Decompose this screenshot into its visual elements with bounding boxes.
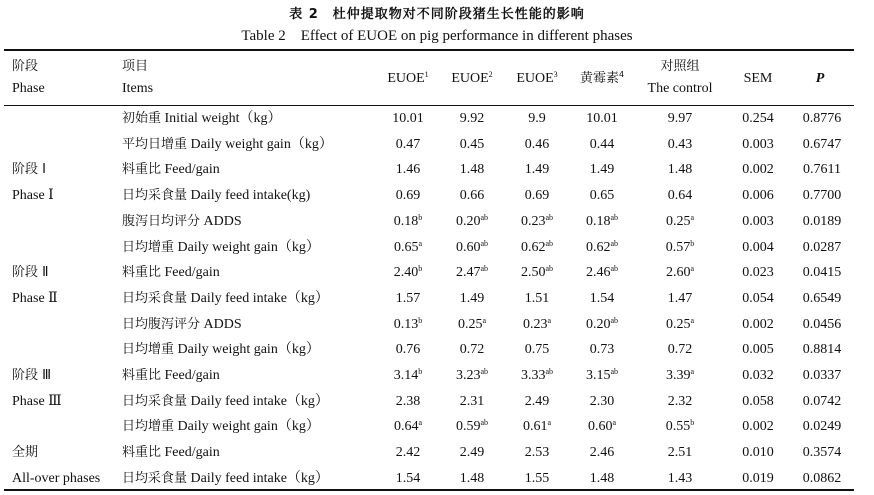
cell-number: 2.50	[520, 265, 546, 281]
table-cell-value	[507, 110, 567, 128]
table-cell-value	[571, 470, 633, 488]
cell-number: 0.75	[524, 342, 550, 358]
table-cell-value	[571, 444, 633, 462]
table-title-english: Table 2 Effect of EUOE on pig performance in different phases	[241, 28, 633, 44]
significance-letter: b	[690, 238, 695, 248]
table-cell-p: 0.0742	[802, 393, 842, 409]
table-cell-value	[442, 187, 502, 205]
cell-number: 1.48	[459, 162, 485, 178]
cell-number: 0.18	[585, 213, 611, 229]
phase-label: 全期	[12, 445, 39, 461]
table-cell-value	[378, 161, 438, 179]
table-cell-value	[507, 470, 567, 488]
item-name-en: Daily weight gain（kg）	[174, 342, 320, 358]
item-name-en: Feed/gain	[161, 265, 220, 281]
cell-number: 1.54	[589, 290, 615, 306]
table-cell-p: 0.6549	[802, 290, 842, 306]
significance-letter: ab	[480, 238, 489, 248]
cell-number: 0.69	[524, 188, 550, 204]
cell-number: 2.49	[459, 445, 485, 461]
table-cell-value	[442, 444, 502, 462]
item-name-en: Feed/gain	[161, 445, 220, 461]
row-item-label	[122, 393, 329, 411]
table-cell-value	[640, 341, 720, 359]
table-cell-value	[571, 213, 633, 231]
table-cell-value	[378, 470, 438, 488]
cell-number: 1.51	[524, 290, 550, 306]
row-item-label	[122, 136, 333, 154]
cell-number: 0.72	[459, 342, 485, 358]
header-euoe2: EUOE$^2$	[451, 70, 493, 86]
item-name-en: Daily weight gain（kg）	[174, 239, 320, 255]
item-name-en: ADDS	[200, 213, 242, 229]
cell-number: 0.69	[395, 188, 421, 204]
table-cell-value	[571, 316, 633, 334]
row-item-label	[122, 444, 220, 462]
cell-number: 1.46	[395, 162, 421, 178]
cell-number: 0.18	[393, 213, 419, 229]
row-item-label	[122, 161, 220, 179]
phase-label: All-over phases	[12, 470, 101, 486]
cell-number: 1.48	[459, 470, 485, 486]
table-cell-sem: 0.003	[742, 136, 774, 152]
item-name-cn: 日均采食量	[122, 290, 188, 306]
table-cell-value	[442, 239, 502, 257]
header-phase-en: Phase	[12, 81, 45, 96]
table-cell-value	[507, 393, 567, 411]
table-cell-value	[442, 110, 502, 128]
cell-number: 9.92	[459, 111, 485, 126]
cell-number: 0.65	[393, 239, 419, 255]
table-cell-value	[442, 367, 502, 385]
table-cell-value	[640, 161, 720, 179]
significance-letter: ab	[610, 212, 619, 222]
table-cell-sem: 0.006	[742, 188, 774, 204]
significance-letter: ab	[480, 212, 489, 222]
table-cell-p: 0.0189	[802, 213, 842, 229]
row-item-label	[122, 239, 320, 257]
table-cell-value	[571, 187, 633, 205]
table-cell-value	[571, 161, 633, 179]
table-cell-sem: 0.010	[742, 445, 774, 461]
item-name-cn: 料重比	[122, 368, 162, 383]
significance-letter: a	[612, 418, 617, 428]
header-euoe3: EUOE$^3$	[516, 70, 558, 86]
table-cell-p: 0.6747	[802, 136, 842, 152]
cell-number: 0.64	[667, 188, 693, 204]
table-cell-value	[378, 444, 438, 462]
item-name-cn: 平均日增重	[122, 136, 188, 152]
cell-number: 0.47	[395, 136, 421, 152]
row-item-label	[122, 341, 320, 359]
item-name-en: Daily weight gain（kg）	[174, 419, 320, 435]
cell-number: 1.49	[589, 162, 615, 178]
table-title-chinese: 表 2 杜仲提取物对不同阶段猪生长性能的影响	[289, 7, 585, 22]
cell-number: 0.73	[589, 342, 615, 358]
table-cell-value	[378, 418, 438, 436]
item-name-en: Daily feed intake（kg）	[187, 290, 329, 306]
table-cell-value	[507, 341, 567, 359]
significance-letter: ab	[610, 367, 619, 376]
table-cell-value	[378, 213, 438, 231]
cell-number: 2.42	[395, 445, 421, 461]
cell-number: 0.76	[395, 342, 421, 358]
cell-number: 3.33	[520, 368, 546, 383]
cell-number: 0.55	[665, 419, 691, 435]
significance-letter: a	[418, 238, 423, 248]
cell-number: 10.01	[392, 111, 424, 126]
table-cell-p: 0.0456	[802, 316, 842, 332]
table-cell-value	[507, 136, 567, 154]
cell-number: 3.23	[455, 368, 481, 383]
item-name-en: Initial weight（kg）	[161, 111, 282, 126]
table-cell-value	[507, 264, 567, 282]
phase-label: Phase Ⅲ	[12, 393, 62, 409]
row-item-label	[122, 470, 329, 488]
table-cell-value	[442, 161, 502, 179]
cell-number: 0.64	[393, 419, 419, 435]
cell-number: 0.59	[455, 419, 481, 435]
cell-number: 2.60	[665, 265, 691, 281]
significance-letter: ab	[480, 418, 489, 428]
item-name-cn: 日均采食量	[122, 470, 188, 486]
table-cell-value	[640, 187, 720, 205]
row-item-label	[122, 264, 220, 282]
cell-number: 2.32	[667, 393, 693, 409]
item-name-cn: 日均采食量	[122, 393, 188, 409]
table-cell-value	[378, 393, 438, 411]
item-name-cn: 腹泻日均评分	[122, 213, 201, 229]
table-cell-value	[640, 418, 720, 436]
cell-number: 2.53	[524, 445, 550, 461]
significance-letter: a	[690, 212, 695, 222]
table-cell-value	[378, 316, 438, 334]
table-cell-value	[442, 316, 502, 334]
cell-number: 0.23	[522, 316, 548, 332]
bottom-rule	[4, 489, 854, 491]
cell-number: 0.25	[665, 316, 691, 332]
table-cell-value	[640, 367, 720, 385]
phase-label: Phase Ⅰ	[12, 188, 54, 204]
header-aureomycin: 黄霉素$^4$	[579, 70, 625, 86]
table-cell-sem: 0.058	[742, 393, 774, 409]
table-cell-value	[378, 341, 438, 359]
table-cell-value	[507, 239, 567, 257]
cell-number: 0.61	[522, 419, 548, 435]
item-name-en: Daily feed intake(kg)	[187, 188, 311, 204]
cell-number: 1.54	[395, 470, 421, 486]
header-phase-cn: 阶段	[12, 59, 39, 74]
item-name-cn: 料重比	[122, 162, 162, 178]
cell-number: 2.46	[585, 265, 611, 281]
table-cell-value	[571, 136, 633, 154]
table-cell-value	[378, 239, 438, 257]
significance-letter: a	[547, 315, 552, 325]
cell-number: 0.62	[585, 239, 611, 255]
phase-label: 阶段 Ⅰ	[12, 162, 46, 178]
table-cell-value	[442, 213, 502, 231]
cell-number: 1.48	[667, 162, 693, 178]
table-cell-sem: 0.032	[742, 368, 774, 383]
cell-number: 0.20	[455, 213, 481, 229]
significance-letter: b	[418, 367, 423, 376]
item-name-cn: 日均增重	[122, 419, 175, 435]
table-cell-value	[442, 418, 502, 436]
item-name-en: ADDS	[200, 316, 242, 332]
cell-number: 1.47	[667, 290, 693, 306]
header-items-cn: 项目	[122, 59, 149, 74]
row-item-label	[122, 213, 242, 231]
header-p-value: P	[815, 71, 825, 86]
significance-letter: ab	[545, 264, 554, 274]
table-cell-p: 0.0287	[802, 239, 842, 255]
significance-letter: ab	[610, 264, 619, 274]
row-item-label	[122, 367, 220, 385]
item-name-cn: 日均增重	[122, 342, 175, 358]
phase-label: Phase Ⅱ	[12, 290, 58, 306]
table-cell-sem: 0.002	[742, 316, 774, 332]
cell-number: 9.97	[667, 111, 693, 126]
table-cell-sem: 0.004	[742, 239, 774, 255]
cell-number: 0.60	[587, 419, 613, 435]
item-name-cn: 料重比	[122, 445, 162, 461]
phase-label: 阶段 Ⅲ	[12, 368, 52, 383]
table-cell-value	[640, 213, 720, 231]
table-cell-value	[640, 444, 720, 462]
table-cell-sem: 0.002	[742, 162, 774, 178]
table-cell-value	[442, 341, 502, 359]
cell-number: 1.57	[395, 290, 421, 306]
cell-number: 0.46	[524, 136, 550, 152]
significance-letter: a	[547, 418, 552, 428]
header-sem: SEM	[743, 71, 773, 86]
table-cell-p: 0.3574	[802, 445, 842, 461]
significance-letter: ab	[480, 367, 489, 376]
cell-number: 1.49	[459, 290, 485, 306]
table-cell-value	[507, 367, 567, 385]
table-cell-value	[442, 136, 502, 154]
significance-letter: a	[418, 418, 423, 428]
cell-number: 2.49	[524, 393, 550, 409]
table-cell-sem: 0.254	[742, 111, 774, 126]
cell-number: 2.30	[589, 393, 615, 409]
table-cell-value	[571, 367, 633, 385]
significance-letter: a	[690, 315, 695, 325]
table-cell-p: 0.0249	[802, 419, 842, 435]
table-cell-sem: 0.005	[742, 342, 774, 358]
header-control-en: The control	[647, 81, 713, 96]
table-cell-value	[640, 316, 720, 334]
cell-number: 0.62	[520, 239, 546, 255]
cell-number: 1.49	[524, 162, 550, 178]
significance-letter: a	[482, 315, 487, 325]
cell-number: 0.25	[457, 316, 483, 332]
table-cell-p: 0.7611	[803, 162, 841, 178]
table-cell-value	[507, 187, 567, 205]
item-name-cn: 料重比	[122, 265, 162, 281]
table-cell-value	[571, 110, 633, 128]
cell-number: 0.43	[667, 136, 693, 152]
cell-number: 2.31	[459, 393, 485, 409]
table-cell-value	[571, 290, 633, 308]
table-cell-value	[571, 418, 633, 436]
significance-letter: b	[690, 418, 695, 428]
cell-number: 2.46	[589, 445, 615, 461]
table-cell-value	[442, 290, 502, 308]
table-cell-value	[640, 264, 720, 282]
table-cell-value	[571, 264, 633, 282]
significance-letter: ab	[610, 238, 619, 248]
cell-number: 1.55	[524, 470, 550, 486]
header-euoe1: EUOE$^1$	[387, 70, 429, 86]
cell-number: 0.44	[589, 136, 615, 152]
cell-number: 2.38	[395, 393, 421, 409]
item-name-en: Daily feed intake（kg）	[187, 393, 329, 409]
table-cell-value	[507, 316, 567, 334]
table-cell-value	[640, 239, 720, 257]
table-cell-value	[378, 264, 438, 282]
table-cell-p: 0.0862	[802, 470, 842, 486]
table-cell-value	[507, 290, 567, 308]
table-cell-value	[507, 213, 567, 231]
cell-number: 0.25	[665, 213, 691, 229]
row-item-label	[122, 316, 242, 334]
cell-number: 0.65	[589, 188, 615, 204]
table-cell-sem: 0.054	[742, 290, 774, 306]
significance-letter: b	[418, 315, 423, 325]
cell-number: 2.40	[393, 265, 419, 281]
item-name-cn: 日均增重	[122, 239, 175, 255]
cell-number: 3.39	[665, 368, 691, 383]
row-item-label	[122, 418, 320, 436]
table-cell-value	[378, 187, 438, 205]
table-cell-p: 0.7700	[802, 188, 842, 204]
cell-number: 3.15	[585, 368, 611, 383]
table-cell-value	[640, 290, 720, 308]
table-cell-sem: 0.023	[742, 265, 774, 281]
table-cell-p: 0.8776	[802, 111, 842, 126]
item-name-cn: 初始重	[122, 111, 162, 126]
cell-number: 3.14	[393, 368, 419, 383]
cell-number: 1.43	[667, 470, 693, 486]
table-cell-value	[640, 110, 720, 128]
cell-number: 0.60	[455, 239, 481, 255]
table-cell-value	[442, 264, 502, 282]
item-name-en: Feed/gain	[161, 162, 220, 178]
table-cell-value	[640, 393, 720, 411]
cell-number: 1.48	[589, 470, 615, 486]
cell-number: 0.72	[667, 342, 693, 358]
cell-number: 10.01	[586, 111, 618, 126]
table-cell-value	[442, 393, 502, 411]
significance-letter: ab	[545, 238, 554, 248]
significance-letter: a	[690, 264, 695, 274]
significance-letter: b	[418, 264, 423, 274]
top-rule	[4, 49, 854, 51]
table-cell-sem: 0.002	[742, 419, 774, 435]
table-cell-sem: 0.019	[742, 470, 774, 486]
table-cell-value	[442, 470, 502, 488]
table-cell-value	[507, 418, 567, 436]
item-name-en: Daily feed intake（kg）	[187, 470, 329, 486]
table-cell-value	[507, 161, 567, 179]
cell-number: 0.45	[459, 136, 485, 152]
table-cell-value	[378, 367, 438, 385]
significance-letter: a	[690, 367, 695, 376]
cell-number: 2.47	[455, 265, 481, 281]
table-cell-p: 0.8814	[802, 342, 842, 358]
cell-number: 0.66	[459, 188, 485, 204]
table-cell-p: 0.0415	[802, 265, 842, 281]
item-name-en: Feed/gain	[161, 368, 220, 383]
cell-number: 0.23	[520, 213, 546, 229]
table-cell-value	[378, 110, 438, 128]
significance-letter: ab	[480, 264, 489, 274]
phase-label: 阶段 Ⅱ	[12, 265, 49, 281]
row-item-label	[122, 187, 310, 205]
table-cell-value	[640, 136, 720, 154]
table-cell-value	[640, 470, 720, 488]
cell-number: 0.13	[393, 316, 419, 332]
header-items-en: Items	[122, 81, 154, 96]
table-cell-sem: 0.003	[742, 213, 774, 229]
header-rule	[4, 105, 854, 106]
significance-letter: ab	[545, 212, 554, 222]
item-name-cn: 日均采食量	[122, 188, 188, 204]
table-cell-value	[378, 136, 438, 154]
cell-number: 2.51	[667, 445, 693, 461]
row-item-label	[122, 110, 282, 128]
header-control-cn: 对照组	[660, 59, 700, 74]
table-cell-value	[571, 393, 633, 411]
item-name-cn: 日均腹泻评分	[122, 316, 201, 332]
significance-letter: ab	[545, 367, 554, 376]
cell-number: 0.20	[585, 316, 611, 332]
table-cell-value	[507, 444, 567, 462]
table-cell-p: 0.0337	[802, 368, 842, 383]
row-item-label	[122, 290, 329, 308]
table-cell-value	[378, 290, 438, 308]
item-name-en: Daily weight gain（kg）	[187, 136, 333, 152]
table-cell-value	[571, 239, 633, 257]
significance-letter: b	[418, 212, 423, 222]
table-cell-value	[571, 341, 633, 359]
cell-number: 9.9	[528, 111, 546, 126]
significance-letter: ab	[610, 315, 619, 325]
cell-number: 0.57	[665, 239, 691, 255]
